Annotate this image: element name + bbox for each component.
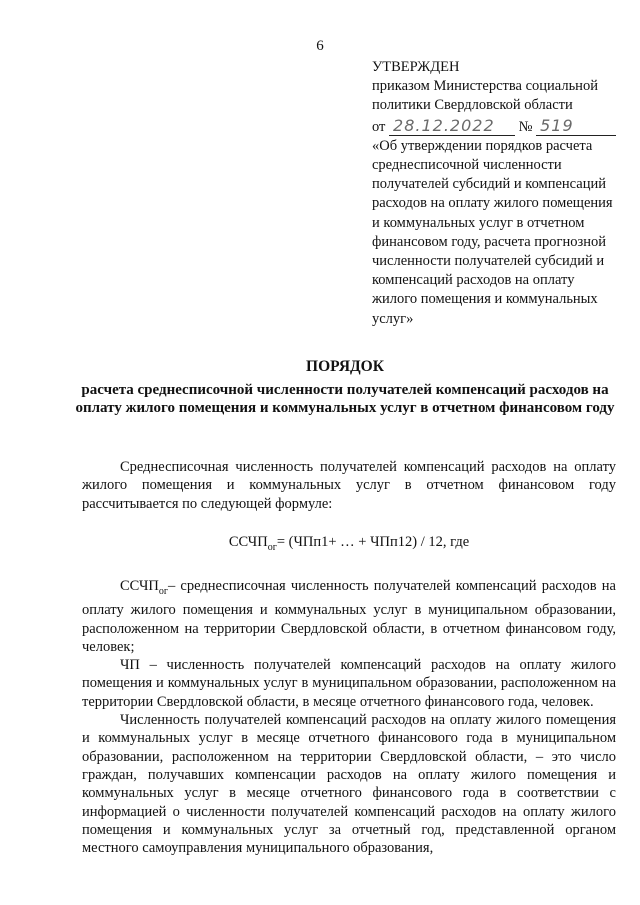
number-sign: № [518, 118, 533, 135]
def1-subscript: ог [158, 585, 168, 597]
definition-paragraph-1 [82, 577, 616, 656]
approval-heading: УТВЕРЖДЕН [372, 59, 460, 75]
intro-paragraph: Среднесписочная численность получателей компенсаций расходов на оплату жилого помещения и коммунальных услуг в отчетном финансовом году рассчитывается по следующей формуле: [82, 459, 616, 512]
approval-line-1: приказом Министерства социальной [372, 78, 598, 95]
formula [82, 533, 616, 557]
def1-text: – среднесписочная численность получателей компенсаций расходов на оплату жилого помещения и коммунальных услуг в муниципальном образовании, расположенном на территории Свердловской области, в отчетном финансовом году, человек; [82, 578, 616, 655]
page-number: 6 [316, 38, 324, 54]
definition-paragraph-2: ЧП – численность получателей компенсаций расходов на оплату жилого помещения и коммунальных услуг в муниципальном образовании, расположенном на территории Свердловской области, в месяце отчетного финансового года, человек. [82, 657, 616, 710]
formula-lhs-subscript: ог [267, 541, 277, 553]
approval-date-line [372, 116, 617, 137]
paragraph-3: Численность получателей компенсаций расходов на оплату жилого помещения и коммунальных услуг в месяце отчетного финансового года в муниципальном образовании, расположенном на территории Свердловской области, – это число граждан, получавших компенсации расходов на оплату жилого помещения и коммунальных услуг в месяце отчетного финансового года в соответствии с информацией о численности получателей компенсаций расходов на оплату жилого помещения и коммунальных услуг за отчетный год, представленной органом местного самоуправления муниципального образования, [82, 712, 616, 857]
def1-symbol: ССЧП [120, 578, 159, 595]
document-body [82, 458, 616, 857]
document-title-block [70, 358, 620, 418]
document-title: ПОРЯДОК [306, 358, 384, 375]
formula-lhs: ССЧП [228, 533, 268, 550]
handwritten-number: 519 [536, 116, 616, 136]
approval-stamp-block [372, 58, 617, 329]
approval-line-2: политики Свердловской области [372, 97, 573, 114]
approval-subject: «Об утверждении порядков расчета среднесписочной численности получателей субсидий и компенсаций расходов на оплату жилого помещения и коммунальных услуг в отчетном финансовом году, расчета прогнозной численности получателей субсидий и компенсаций расходов на оплату жилого помещения и коммунальных услуг» [372, 137, 613, 327]
document-subtitle: расчета среднесписочной численности получателей компенсаций расходов на оплату жилого помещения и коммунальных услуг в отчетном финансовом году [75, 381, 615, 416]
date-prefix: от [372, 118, 386, 135]
formula-rhs: = (ЧПп1+ … + ЧПп12) / 12, где [276, 533, 470, 550]
handwritten-date: 28.12.2022 [389, 116, 515, 136]
